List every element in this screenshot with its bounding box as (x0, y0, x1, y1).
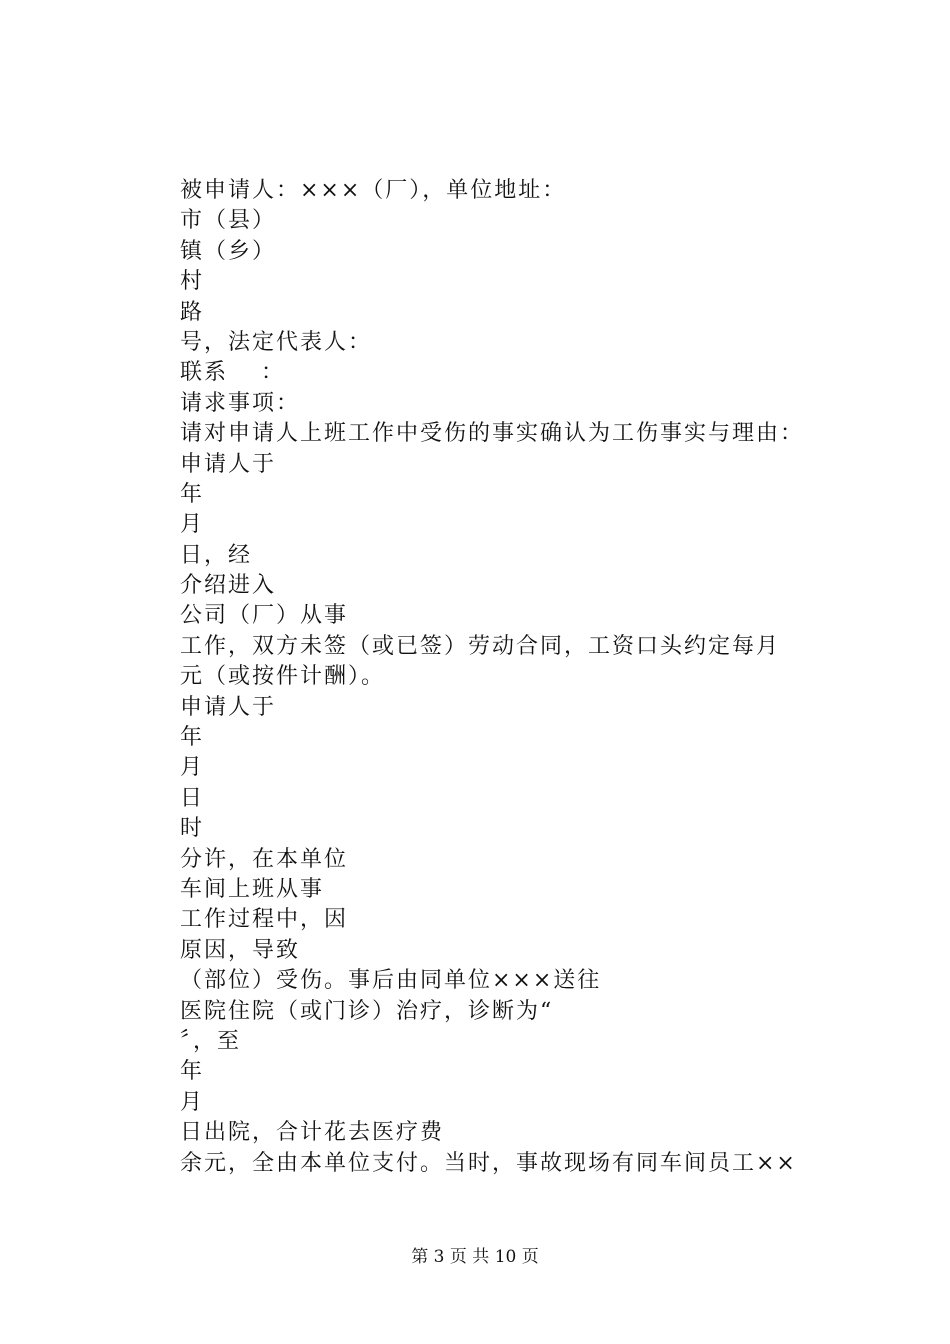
text-line: 介绍进入 (180, 573, 277, 599)
text-line: 分许，在本单位 (180, 846, 349, 872)
text-line: 请对申请人上班工作中受伤的事实确认为工伤事实与理由： (180, 421, 805, 447)
text-line: 医院住院（或门诊）治疗，诊断为“ (180, 998, 554, 1024)
text-line: 申请人于 (180, 694, 277, 720)
text-line: 日，经 (180, 542, 253, 568)
text-line: 原因，导致 (180, 937, 301, 963)
text-line: 车间上班从事 (180, 876, 325, 902)
page-number-indicator: 第 3 页 共 10 页 (411, 1247, 539, 1267)
text-line: 公司（厂）从事 (180, 603, 349, 629)
text-line: 月 (180, 755, 205, 781)
text-line: 年 (180, 725, 205, 751)
page-footer (0, 1242, 950, 1267)
text-line: 路 (180, 299, 205, 325)
text-line: 镇（乡） (180, 238, 277, 264)
text-line: 年 (180, 1059, 205, 1085)
text-line: 日 (180, 785, 205, 811)
text-line: 村 (180, 269, 205, 295)
text-line: 年 (180, 481, 205, 507)
text-line: 余元，全由本单位支付。当时，事故现场有同车间员工×× (180, 1150, 797, 1176)
text-line: （部位）受伤。事后由同单位×××送往 (180, 968, 602, 994)
text-line: 市（县） (180, 208, 277, 234)
text-line: 联系 ： (180, 360, 285, 386)
text-line: 申请人于 (180, 451, 277, 477)
text-line: 时 (180, 816, 205, 842)
text-line: 月 (180, 1089, 205, 1115)
text-line: 月 (180, 512, 205, 538)
text-line: 被申请人：×××（厂），单位地址： (180, 178, 567, 203)
text-line: 号，法定代表人： (180, 329, 373, 355)
text-line: 工作，双方未签（或已签）劳动合同，工资口头约定每月 (180, 633, 781, 659)
text-line: 元（或按件计酬）。 (180, 664, 386, 690)
text-line: 日出院，合计花去医疗费 (180, 1120, 445, 1146)
document-body (180, 176, 880, 1179)
text-line: 〞，至 (180, 1028, 242, 1054)
text-line: 请求事项： (180, 390, 301, 416)
text-line: 工作过程中，因 (180, 907, 349, 933)
